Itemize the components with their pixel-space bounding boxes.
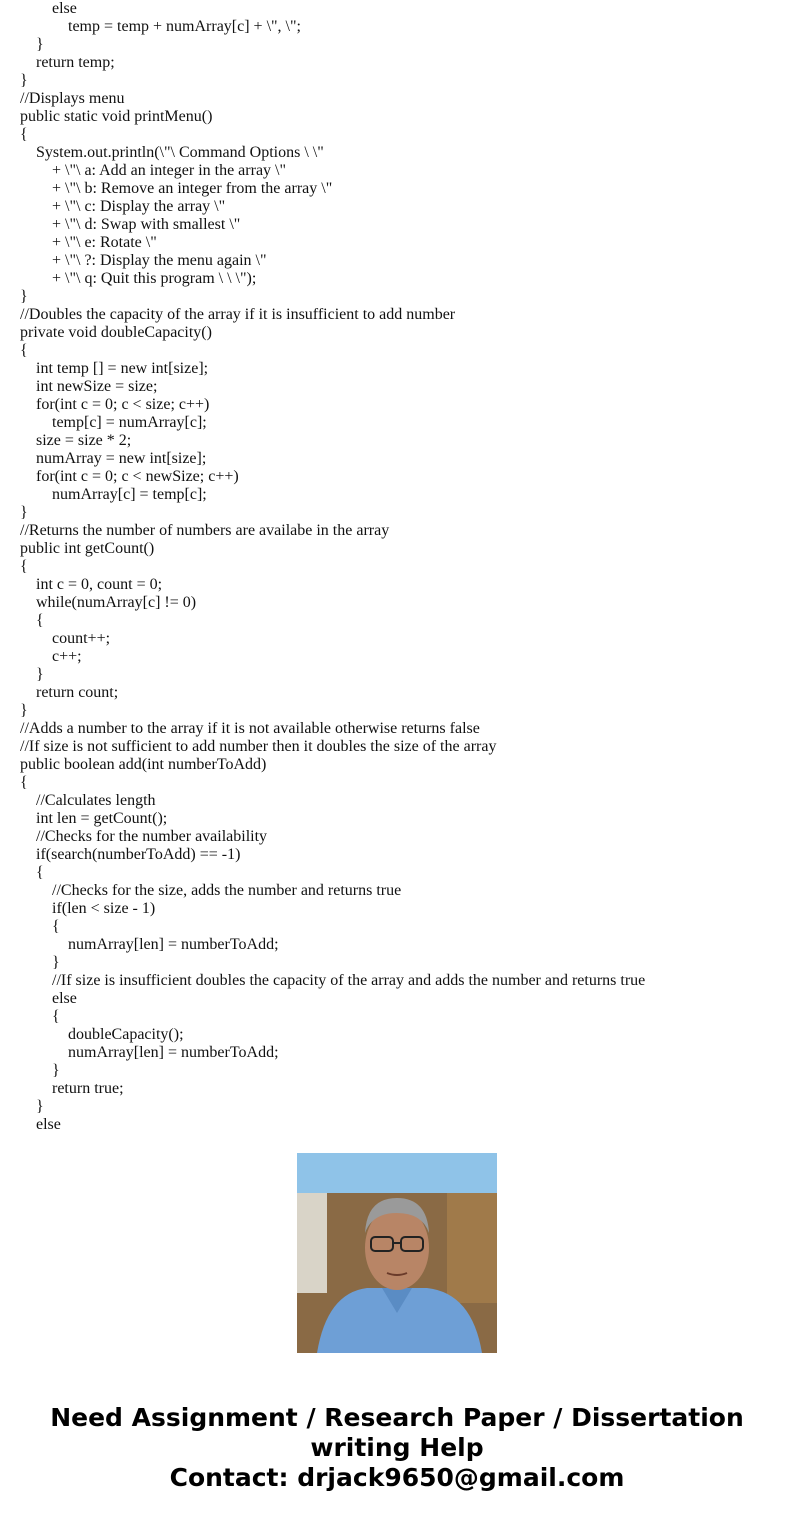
code-line: int len = getCount(); <box>36 810 168 827</box>
code-line: } <box>20 72 28 89</box>
code-line: + \"\ b: Remove an integer from the array \" <box>52 180 333 197</box>
promo-contact: Contact: drjack9650@gmail.com <box>169 1463 625 1492</box>
author-photo <box>297 1153 497 1353</box>
code-line: { <box>52 1008 60 1025</box>
code-line: if(search(numberToAdd) == -1) <box>36 846 241 863</box>
code-line: numArray[c] = temp[c]; <box>52 486 207 503</box>
code-line: { <box>20 126 28 143</box>
code-line: //If size is not sufficient to add number then it doubles the size of the array <box>20 738 497 755</box>
code-line: + \"\ ?: Display the menu again \" <box>52 252 267 269</box>
code-line: //If size is insufficient doubles the capacity of the array and adds the number and returns true <box>52 972 646 989</box>
code-line: //Doubles the capacity of the array if it is insufficient to add number <box>20 306 456 323</box>
code-line: + \"\ q: Quit this program \ \ \"); <box>52 270 257 287</box>
code-line: else <box>36 1116 61 1133</box>
code-line: System.out.println(\"\ Command Options \ \" <box>36 144 324 161</box>
code-line: //Returns the number of numbers are availabe in the array <box>20 522 390 539</box>
code-line: } <box>52 1062 60 1079</box>
code-line: + \"\ e: Rotate \" <box>52 234 157 251</box>
code-line: size = size * 2; <box>36 432 132 449</box>
code-line: } <box>52 954 60 971</box>
code-line: while(numArray[c] != 0) <box>36 594 197 611</box>
code-line: return temp; <box>36 54 115 71</box>
code-line: } <box>36 666 44 683</box>
code-line: //Calculates length <box>36 792 156 809</box>
code-line: numArray[len] = numberToAdd; <box>68 1044 279 1061</box>
code-line: int newSize = size; <box>36 378 158 395</box>
code-line: public int getCount() <box>20 540 155 557</box>
code-line: { <box>52 918 60 935</box>
code-line: doubleCapacity(); <box>68 1026 184 1043</box>
code-line: c++; <box>52 648 82 665</box>
code-line: return true; <box>52 1080 124 1097</box>
code-line: + \"\ d: Swap with smallest \" <box>52 216 241 233</box>
code-line: int temp [] = new int[size]; <box>36 360 209 377</box>
code-line: else <box>52 0 77 17</box>
code-line: { <box>20 774 28 791</box>
code-line: //Adds a number to the array if it is not available otherwise returns false <box>20 720 480 737</box>
code-line: } <box>20 702 28 719</box>
code-line: //Checks for the number availability <box>36 828 268 845</box>
code-line: } <box>20 288 28 305</box>
code-line: { <box>20 558 28 575</box>
code-line: return count; <box>36 684 119 701</box>
code-line: for(int c = 0; c < size; c++) <box>36 396 210 413</box>
code-line: } <box>36 1098 44 1115</box>
code-line: numArray = new int[size]; <box>36 450 207 467</box>
promo-line-2: writing Help <box>310 1433 484 1462</box>
code-line: temp = temp + numArray[c] + \", \"; <box>68 18 301 35</box>
code-line: + \"\ c: Display the array \" <box>52 198 226 215</box>
code-line: if(len < size - 1) <box>52 900 156 917</box>
code-line: public boolean add(int numberToAdd) <box>20 756 267 773</box>
code-line: { <box>20 342 28 359</box>
code-line: temp[c] = numArray[c]; <box>52 414 207 431</box>
code-listing <box>20 0 790 1133</box>
code-line: } <box>36 36 44 53</box>
code-line: count++; <box>52 630 111 647</box>
code-line: public static void printMenu() <box>20 108 213 125</box>
code-line: //Checks for the size, adds the number and returns true <box>52 882 402 899</box>
code-line: else <box>52 990 77 1007</box>
promo-line-1: Need Assignment / Research Paper / Dissertation <box>50 1403 744 1432</box>
code-line: //Displays menu <box>20 90 125 107</box>
code-line: } <box>20 504 28 521</box>
code-line: { <box>36 864 44 881</box>
code-line: + \"\ a: Add an integer in the array \" <box>52 162 287 179</box>
code-line: private void doubleCapacity() <box>20 324 212 341</box>
code-line: for(int c = 0; c < newSize; c++) <box>36 468 239 485</box>
code-line: int c = 0, count = 0; <box>36 576 163 593</box>
code-line: numArray[len] = numberToAdd; <box>68 936 279 953</box>
code-line: { <box>36 612 44 629</box>
promo-banner <box>0 1403 794 1493</box>
